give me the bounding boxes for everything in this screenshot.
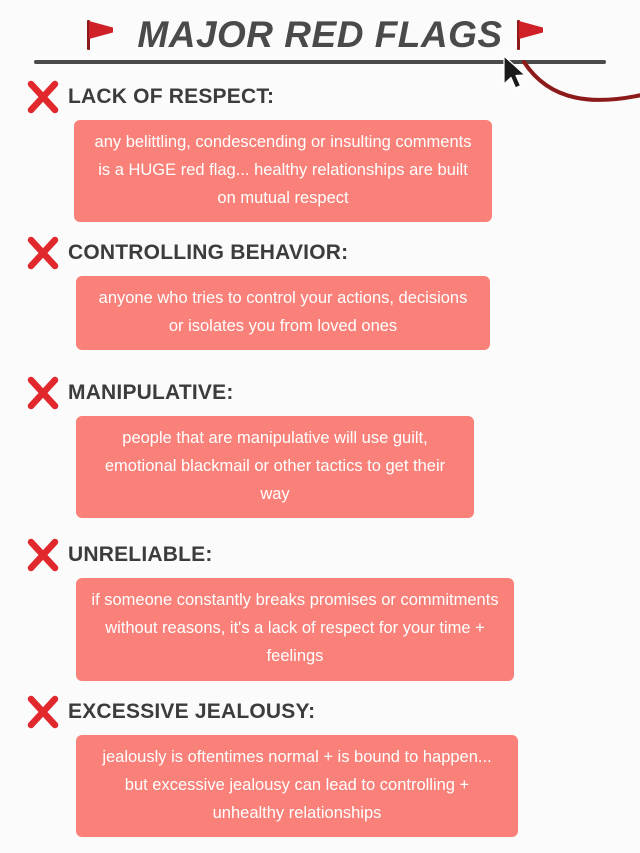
section-header: [0, 80, 640, 114]
red-flag-icon: [85, 18, 125, 52]
section-header: [0, 236, 640, 270]
red-x-icon: [26, 376, 60, 410]
section-card: [76, 276, 490, 350]
red-x-icon: [26, 236, 60, 270]
red-x-icon: [26, 695, 60, 729]
red-x-icon: [26, 80, 60, 114]
list-item: [0, 376, 640, 518]
list-item: [0, 236, 640, 350]
section-card: [76, 578, 514, 680]
red-x-icon: [26, 538, 60, 572]
section-card: [76, 735, 518, 837]
section-title: CONTROLLING BEHAVIOR:: [68, 241, 349, 265]
section-body: jealously is oftentimes normal + is bound to happen... but excessive jealousy can lead to controlling + unhealthy relationships: [102, 747, 492, 822]
section-title: EXCESSIVE JEALOUSY:: [68, 699, 316, 723]
red-flags-list: [0, 80, 640, 837]
section-title: UNRELIABLE:: [68, 543, 213, 567]
section-body: any belittling, condescending or insulting comments is a HUGE red flag... healthy relationships are built on mutual respect: [94, 133, 472, 208]
red-flag-icon: [515, 18, 555, 52]
section-card: [76, 416, 474, 518]
list-item: [0, 80, 640, 222]
section-header: [0, 376, 640, 410]
section-header: [0, 538, 640, 572]
section-body: anyone who tries to control your actions, decisions or isolates you from loved ones: [98, 289, 468, 336]
header-row: [0, 14, 640, 56]
section-header: [0, 695, 640, 729]
section-body: people that are manipulative will use guilt, emotional blackmail or other tactics to get their way: [104, 429, 446, 504]
header: [0, 0, 640, 64]
section-title: LACK OF RESPECT:: [68, 85, 275, 108]
list-item: [0, 695, 640, 837]
list-item: [0, 538, 640, 680]
section-title: MANIPULATIVE:: [68, 381, 234, 405]
page-title: MAJOR RED FLAGS: [137, 14, 503, 55]
section-body: if someone constantly breaks promises or commitments without reasons, it's a lack of respect for your time + feelings: [91, 591, 499, 666]
header-divider: [34, 60, 606, 64]
section-card: [74, 120, 492, 222]
